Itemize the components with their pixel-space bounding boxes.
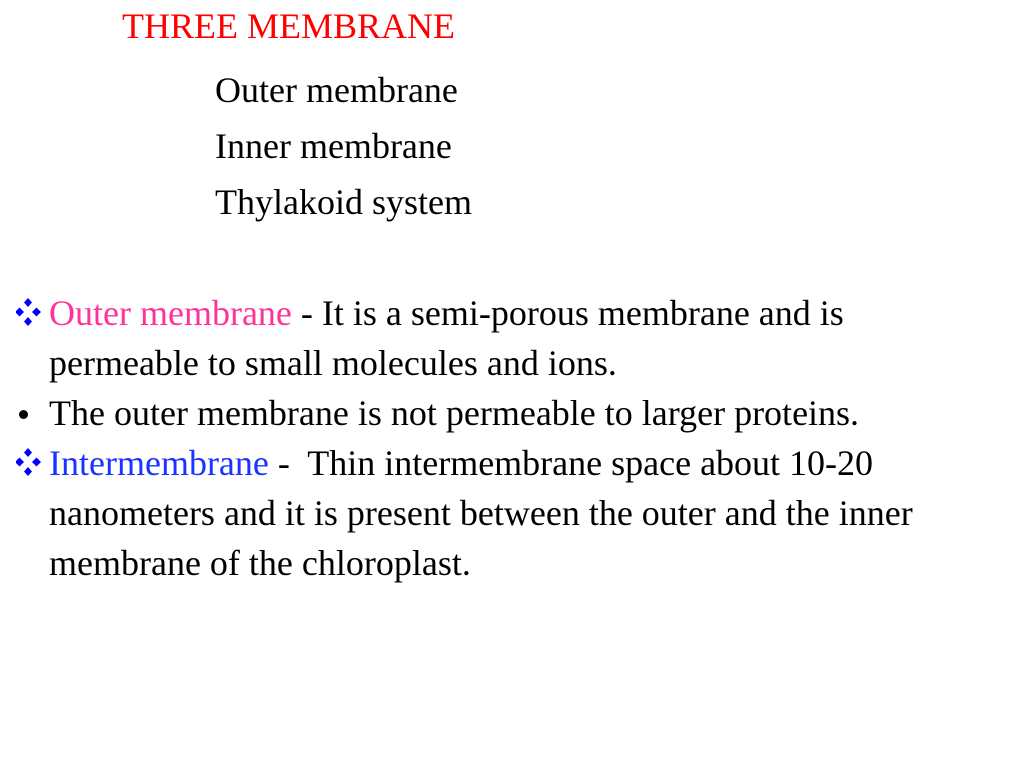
membrane-item-inner: Inner membrane	[215, 126, 452, 166]
membrane-list	[215, 62, 472, 230]
outer-membrane-separator: -	[291, 293, 322, 333]
slide-title: THREE MEMBRANE	[122, 6, 455, 46]
not-permeable-description: The outer membrane is not permeable to larger proteins.	[49, 393, 860, 433]
round-bullet-icon	[16, 388, 46, 438]
diamond-bullet-icon	[16, 288, 46, 338]
membrane-item-outer: Outer membrane	[215, 70, 458, 110]
intermembrane-term: Intermembrane	[49, 443, 269, 483]
membrane-item-thylakoid: Thylakoid system	[215, 182, 472, 222]
intermembrane-description: Thin intermembrane space about 10-20 nanometers and it is present between the outer and the inner membrane of the chloroplast.	[49, 443, 913, 583]
outer-membrane-term: Outer membrane	[49, 293, 292, 333]
intermembrane-separator: -	[268, 443, 308, 483]
point-outer-membrane	[16, 288, 996, 388]
outer-membrane-description: It is a semi-porous membrane and is permeable to small molecules and ions.	[49, 293, 844, 383]
description-list	[16, 288, 996, 588]
point-intermembrane	[16, 438, 996, 588]
point-outer-not-permeable	[16, 388, 996, 438]
diamond-bullet-icon	[16, 438, 46, 488]
